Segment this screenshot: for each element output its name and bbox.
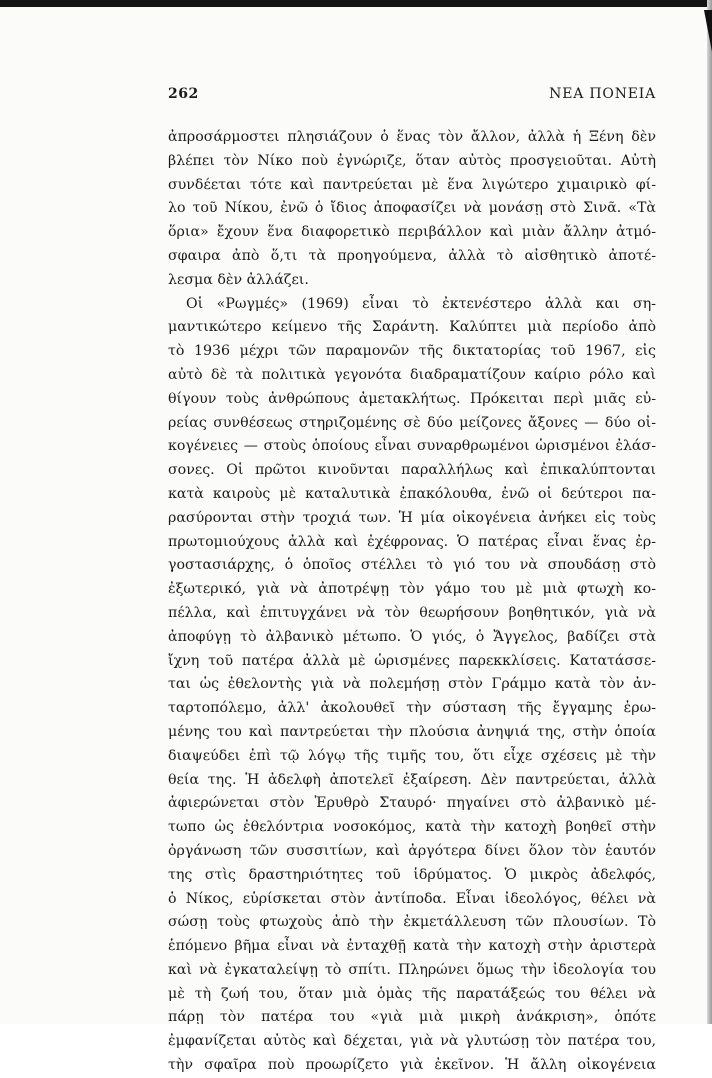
scan-top-border <box>0 0 712 7</box>
text-line: συνδέεται τότε καὶ παντρεύεται μὲ ἕνα λιγώτερο χιμαιρικὸ φί- <box>168 176 656 193</box>
text-line: ὁ Νίκος, εὑρίσκεται στὸν ἀντίποδα. Εἶναι ἰδεολόγος, θέλει νὰ <box>168 890 656 907</box>
text-line: σονες. Οἱ πρῶτοι κινοῦνται παραλλήλως καὶ ἐπικαλύπτονται <box>168 462 656 479</box>
text-line: σφαιρα ἀπὸ ὅ,τι τὰ προηγούμενα, ἀλλὰ τὸ αἰσθητικὸ ἀποτέ- <box>168 247 656 264</box>
text-line: ρασύρονται στὴν τροχιά των. Ἡ μία οἰκογένεια ἀνήκει εἰς τοὺς <box>168 509 656 526</box>
text-line: γοστασιάρχης, ὁ ὁποῖος στέλλει τὸ γιό του νὰ σπουδάσῃ στὸ <box>168 557 656 574</box>
text-line: ὀργάνωση τῶν συσσιτίων, καὶ ἀργότερα δίνει ὅλον τὸν ἑαυτόν <box>168 842 656 859</box>
text-line: ἀφιερώνεται στὸν Ἐρυθρὸ Σταυρό· πηγαίνει στὸ ἀλβανικὸ μέ- <box>168 795 656 812</box>
text-line: μένης του καὶ παντρεύεται τὴν πλούσια ἀνηψιά της, στὴν ὁποία <box>168 723 656 740</box>
text-line: ἐμφανίζεται αὐτὸς καὶ δέχεται, γιὰ νὰ γλυτώσῃ τὸν πατέρα του, <box>168 1033 656 1050</box>
text-line: τωπο ὡς ἐθελόντρια νοσοκόμος, κατὰ τὴν κατοχὴ βοηθεῖ στὴν <box>168 819 656 836</box>
text-line: θίγουν τοὺς ἀνθρώπους ἀμετακλήτως. Πρόκειται περὶ μιᾶς εὐ- <box>168 390 656 407</box>
text-line: κατὰ καιροὺς μὲ καταλυτικὰ ἐπακόλουθα, ἐνῶ οἱ δεύτεροι πα- <box>168 485 656 502</box>
text-line: πάρῃ τὸν πατέρα του «γιὰ μιὰ μικρὴ ἀνάκριση», ὁπότε <box>168 1009 656 1026</box>
scan-corner-mark <box>704 10 712 52</box>
text-line: σώσῃ τοὺς φτωχοὺς ἀπὸ τὴν ἐκμετάλλευση τῶν πλουσίων. Τὸ <box>168 914 656 931</box>
text-line: λεσμα δὲν ἀλλάζει. <box>168 271 309 288</box>
text-line: ἴχνη τοῦ πατέρα ἀλλὰ μὲ ὡρισμένες παρεκκλίσεις. Κατατάσσε- <box>168 652 656 669</box>
text-line: ρείας συνθέσεως στηριζομένης σὲ δύο μείζονες ἄξονες — δύο οἰ- <box>168 414 656 431</box>
text-line: βλέπει τὸν Νίκο ποὺ ἐγνώριζε, ὅταν αὐτὸς προσγειοῦται. Αὐτὴ <box>168 152 656 169</box>
text-line: ἀποφύγῃ τὸ ἀλβανικὸ μέτωπο. Ὁ γιός, ὁ Ἄγγελος, βαδίζει στὰ <box>168 628 656 645</box>
text-line: λο τοῦ Νίκου, ἐνῶ ὁ ἴδιος ἀποφασίζει νὰ μονάσῃ στὸ Σινᾶ. «Τὰ <box>168 200 656 217</box>
text-line: πρωτομιούχους ἀλλὰ καὶ ἐχέφρονας. Ὁ πατέρας εἶναι ἕνας ἐρ- <box>168 533 656 550</box>
text-line: τὸ 1936 μέχρι τῶν παραμονῶν τῆς δικτατορίας τοῦ 1967, εἰς <box>168 343 656 360</box>
text-line: ὅρια» ἔχουν ἕνα διαφορετικὸ περιβάλλον καὶ μιὰν ἄλλην ἀτμό- <box>168 224 656 241</box>
text-line: μὲ τὴ ζωή του, ὅταν μιὰ ὁμὰς τῆς παρατάξεώς του θέλει νὰ <box>168 985 656 1002</box>
text-line: πέλλα, καὶ ἐπιτυγχάνει νὰ τὸν θεωρήσουν βοηθητικόν, γιὰ νὰ <box>168 604 656 621</box>
text-line: ἐξωτερικό, γιὰ νὰ ἀποτρέψῃ τὸν γάμο του μὲ μιὰ φτωχὴ κο- <box>168 581 656 598</box>
text-line: ται ὡς ἐθελοντὴς γιὰ νὰ πολεμήσῃ στὸν Γράμμο κατὰ τὸν ἀν- <box>168 676 656 693</box>
page-number: 262 <box>168 86 199 102</box>
text-line: κογένειες — στοὺς ὁποίους εἶναι συναρθρωμένοι ὡρισμένοι ἐλάσ- <box>168 438 656 455</box>
text-line: ἑπόμενο βῆμα εἶναι νὰ ἐνταχθῇ κατὰ τὴν κατοχὴ στὴν ἀριστερὰ <box>168 938 656 955</box>
text-line: ἀπροσάρμοστει πλησιάζουν ὁ ἕνας τὸν ἄλλον, ἀλλὰ ἡ Ξένη δὲν <box>168 129 656 145</box>
page-header <box>168 86 656 108</box>
text-line: αὐτὸ δὲ τὰ πολιτικὰ γεγονότα διαδραματίζουν καίριο ρόλο καὶ <box>168 366 656 383</box>
text-line: διαψεύδει ἐπὶ τῷ λόγῳ τῆς τιμῆς του, ὅτι εἶχε σχέσεις μὲ τὴν <box>168 747 656 764</box>
text-line: Οἱ «Ρωγμές» (1969) εἶναι τὸ ἐκτενέστερο ἀλλὰ και ση- <box>186 295 656 312</box>
text-line: τὴν σφαῖρα ποὺ προωρίζετο γιὰ ἐκεῖνον. Ἡ ἄλλη οἰκογένεια <box>168 1057 656 1074</box>
body-text <box>168 126 656 1078</box>
scan-right-edge <box>707 0 712 1024</box>
text-line: ταρτοπόλεμο, ἀλλ' ἀκολουθεῖ τὴν σύσταση τῆς ἔγγαμης ἐρω- <box>168 700 656 717</box>
running-head: ΝΕΑ ΠΟΝΕΙΑ <box>549 86 656 102</box>
text-line: μαντικώτερο κείμενο τῆς Σαράντη. Καλύπτει μιὰ περίοδο ἀπὸ <box>168 319 656 336</box>
text-line: θεία της. Ἡ ἀδελφὴ ἀποτελεῖ ἐξαίρεση. Δὲν παντρεύεται, ἀλλὰ <box>168 771 656 788</box>
text-line: καὶ νὰ ἐγκαταλείψῃ τὸ σπίτι. Πληρώνει ὅμως τὴν ἰδεολογία του <box>168 961 656 978</box>
text-line: της στὶς δραστηριότητες τοῦ ἱδρύματος. Ὁ μικρὸς ἀδελφός, <box>168 866 656 883</box>
